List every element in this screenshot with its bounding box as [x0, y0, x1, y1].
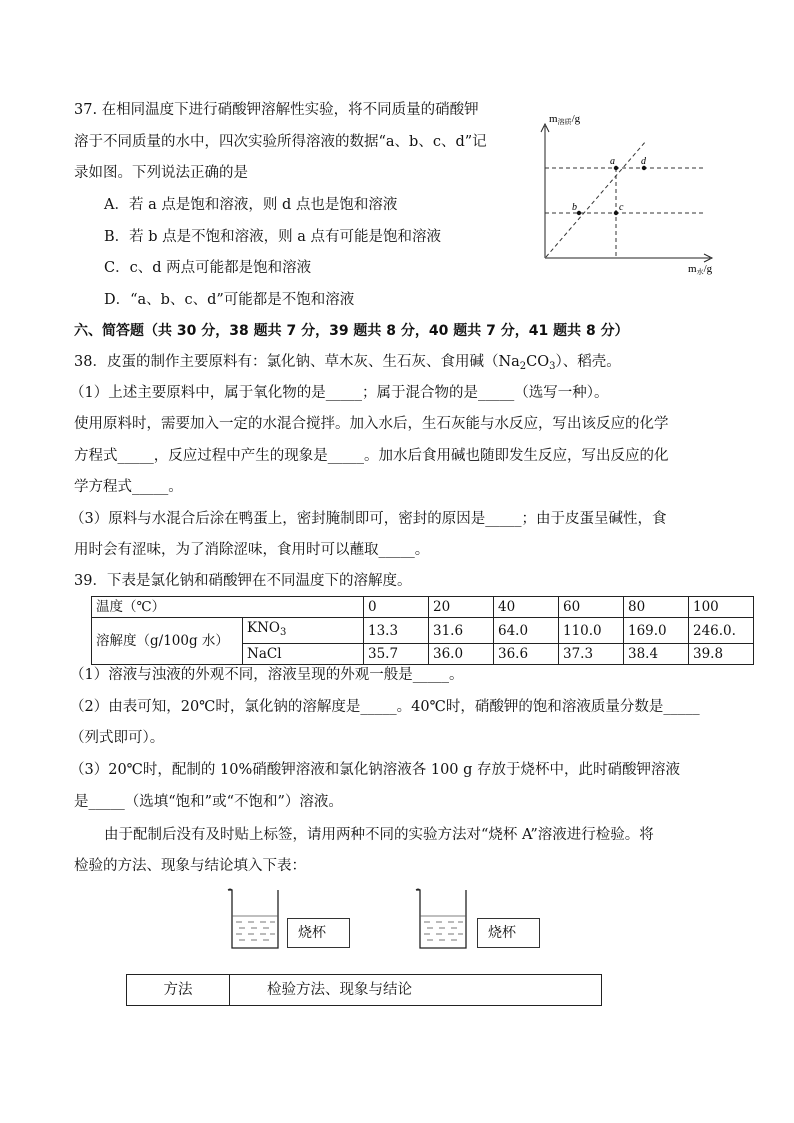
q37-line3: 录如图。下列说法正确的是: [74, 165, 248, 181]
q37-option-a: A．若 a 点是饱和溶液，则 d 点也是饱和溶液: [104, 197, 398, 213]
temp-cell: 80: [624, 597, 689, 618]
x-axis-label: m水/g: [688, 263, 713, 276]
kno3-cell: 169.0: [624, 618, 689, 644]
point-b: [577, 211, 581, 215]
kno3-label: $KNO_3$: [243, 618, 364, 644]
q38-part3-line1: （3）原料与水混合后涂在鸭蛋上，密封腌制即可，密封的原因是_____；由于皮蛋呈碱性，食: [70, 511, 667, 527]
nacl-cell: 36.0: [429, 644, 494, 665]
nacl-cell: 37.3: [559, 644, 624, 665]
temp-cell: 60: [559, 597, 624, 618]
kno3-cell: 64.0: [494, 618, 559, 644]
point-c: [614, 211, 618, 215]
q38-part1: （1）上述主要原料中，属于氧化物的是_____；属于混合物的是_____（选写一种）。: [70, 385, 609, 401]
kno3-cell: 31.6: [429, 618, 494, 644]
table-row-temp: [92, 597, 754, 618]
q39-part4-line2: 检验的方法、现象与结论填入下表：: [74, 858, 306, 874]
q39-part1: （1）溶液与浊液的外观不同，溶液呈现的外观一般是_____。: [70, 667, 464, 683]
q39-part2-line2: （列式即可）。: [70, 730, 165, 746]
q39-part3-line1: （3）20℃时，配制的 10%硝酸钾溶液和氯化钠溶液各 100 g 存放于烧杯中，此时硝酸钾溶液: [70, 762, 681, 778]
label-d: d: [641, 156, 646, 167]
q38-intro: 38．皮蛋的制作主要原料有：氯化钠、草木灰、生石灰、食用碱$(Na_2CO_3)$、稻壳。: [74, 354, 621, 372]
ratio-line: [546, 141, 646, 257]
q39-part3-line2: 是_____（选填“饱和”或“不饱和”）溶液。: [74, 794, 343, 810]
label-b: b: [572, 202, 577, 213]
q39-intro: 39．下表是氯化钠和硝酸钾在不同温度下的溶解度。: [74, 573, 412, 589]
q39-part4-line1: 由于配制后没有及时贴上标签，请用两种不同的实验方法对“烧杯 A”溶液进行检验。将: [104, 827, 654, 843]
temp-cell: 100: [689, 597, 754, 618]
beaker-icon: [414, 886, 474, 952]
beaker-1-label: 烧杯: [287, 918, 350, 948]
beaker-icon: [226, 886, 286, 952]
temp-cell: 40: [494, 597, 559, 618]
method-table: [126, 974, 602, 1006]
kno3-cell: 13.3: [364, 618, 429, 644]
kno3-cell: 110.0: [559, 618, 624, 644]
q38-part3-line2: 用时会有涩味，为了消除涩味，食用时可以蘸取_____。: [74, 542, 430, 558]
q38-part2-line1: 使用原料时，需要加入一定的水混合搅拌。加入水后，生石灰能与水反应，写出该反应的化学: [74, 416, 669, 432]
section-heading: 六、简答题（共 30 分，38 题共 7 分，39 题共 8 分，40 题共 7 分，41 题共 8 分）: [74, 323, 629, 339]
temp-cell: 0: [364, 597, 429, 618]
q39-part2-line1: （2）由表可知，20℃时，氯化钠的溶解度是_____。40℃时，硝酸钾的饱和溶液质量分数是_____: [70, 699, 700, 715]
beaker-1: [226, 886, 286, 956]
temp-cell: 20: [429, 597, 494, 618]
q38-part2-line3: 学方程式_____。: [74, 479, 183, 495]
q38-part2-line2: 方程式_____，反应过程中产生的现象是_____。加水后食用碱也随即发生反应，写出反应的化: [74, 448, 669, 464]
q37-option-b: B．若 b 点是不饱和溶液，则 a 点有可能是饱和溶液: [104, 229, 442, 245]
nacl-cell: 39.8: [689, 644, 754, 665]
beaker-2-label: 烧杯: [477, 918, 540, 948]
graph-svg: [528, 108, 728, 280]
temp-header: 温度（℃）: [92, 597, 364, 618]
nacl-cell: 35.7: [364, 644, 429, 665]
nacl-cell: 36.6: [494, 644, 559, 665]
q37-option-d: D．“a、b、c、d”可能都是不饱和溶液: [104, 292, 355, 308]
beaker-2: [414, 886, 474, 956]
method-detail-header: 检验方法、现象与结论: [267, 982, 412, 998]
q37-graph: [528, 108, 728, 280]
nacl-label: NaCl: [243, 644, 364, 665]
kno3-cell: 246.0.: [689, 618, 754, 644]
nacl-cell: 38.4: [624, 644, 689, 665]
solubility-table: [91, 596, 754, 665]
q37-line1: 37. 在相同温度下进行硝酸钾溶解性实验，将不同质量的硝酸钾: [74, 102, 479, 118]
method-col-header: 方法: [127, 975, 230, 1005]
q37-line2: 溶于不同质量的水中，四次实验所得溶液的数据“a、b、c、d”记: [74, 134, 487, 150]
table-row-kno3: [92, 618, 754, 644]
q37-option-c: C．c、d 两点可能都是饱和溶液: [104, 260, 312, 276]
y-axis-label: m溶质/g: [549, 113, 581, 126]
solubility-header: 溶解度（g/100g 水）: [92, 618, 243, 665]
label-c: c: [619, 202, 624, 213]
label-a: a: [610, 156, 615, 167]
